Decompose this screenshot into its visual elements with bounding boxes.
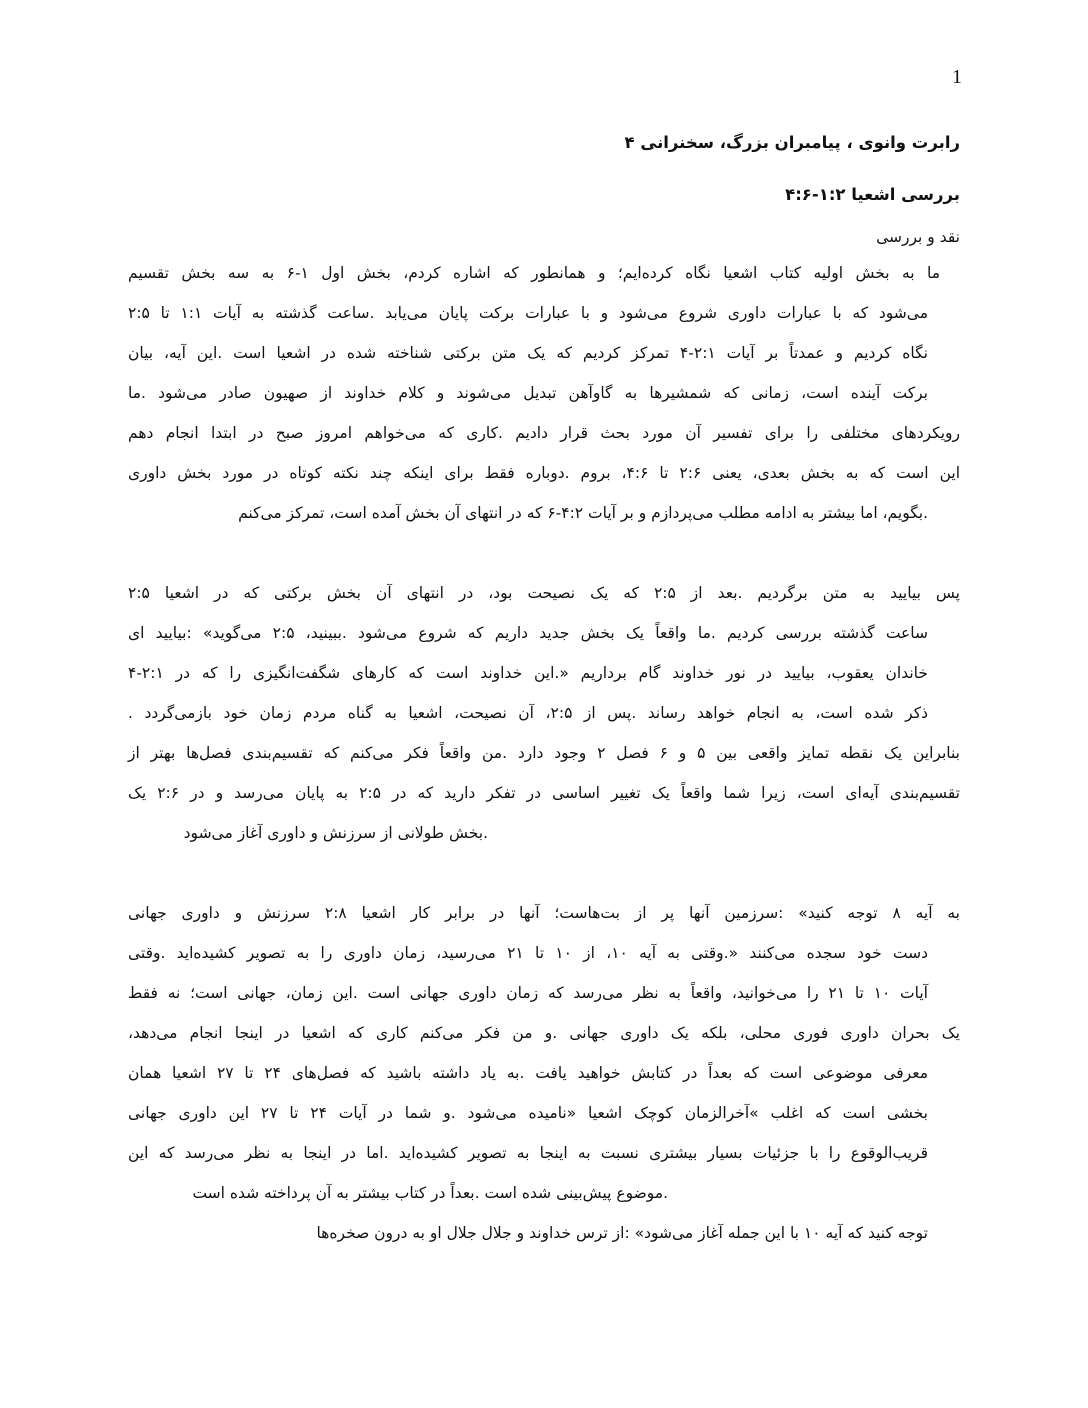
- paragraph-2-line-2: ساعت گذشته بررسی کردیم .ما واقعاً یک بخش جدید داریم که شروع می‌شود .ببینید، ۲:۵ می‌گوید» :بیایید ای: [128, 624, 929, 642]
- section-heading: نقد و بررسی: [876, 228, 960, 246]
- paragraph-3-line-4: یک بحران داوری فوری محلی، بلکه یک داوری جهانی .و من فکر می‌کنم کاری که اشعیا در اینجا انجام می‌دهد،: [128, 1024, 960, 1042]
- paragraph-1-line-6: این است که به بخش بعدی، یعنی ۲:۶ تا ۴:۶، بروم .دوباره فقط برای اینکه چند نکته کوتاه در مورد بخش داوری: [128, 464, 961, 482]
- paragraph-3-line-7: قریب‌الوقوع را با جزئیات بسیار بیشتری نسبت به اینجا به تصویر کشیده‌اید .اما در اینجا به نظر می‌رسد که این: [128, 1144, 928, 1162]
- paragraph-2-line-7: .بخش طولانی از سرزنش و داوری آغاز می‌شود: [183, 824, 488, 842]
- paragraph-1-line-7: .بگویم، اما بیشتر به ادامه مطلب می‌پردازم و بر آیات ۴:۲-۶ که در انتهای آن بخش آمده است، تمرکز می‌کنم: [238, 504, 928, 522]
- paragraph-2-line-1: پس بیایید به متن برگردیم .بعد از ۲:۵ که یک نصیحت بود، در انتهای آن بخش برکتی که در اشعیا ۲:۵: [128, 584, 960, 602]
- paragraph-3-line-3: آیات ۱۰ تا ۲۱ را می‌خوانید، واقعاً به نظر می‌رسد که زمان داوری جهانی است .این زمان، جهانی است؛ نه فقط: [128, 984, 928, 1002]
- paragraph-3-line-2: دست خود سجده می‌کنند «.وقتی به آیه ۱۰، از ۱۰ تا ۲۱ می‌رسید، زمان داوری را به تصویر کشیده‌اید .وقتی: [128, 944, 929, 962]
- page-number: 1: [952, 66, 962, 88]
- paragraph-1-line-4: برکت آینده است، زمانی که شمشیرها به گاوآهن تبدیل می‌شوند و کلام خداوند از صهیون صادر می‌شود .ما: [128, 384, 928, 402]
- paragraph-1-line-3: نگاه کردیم و عمدتاً بر آیات ۲:۱-۴ تمرکز کردیم که یک متن برکتی شناخته شده در اشعیا است .این آیه، بیان: [128, 344, 928, 362]
- paragraph-1-line-5: رویکردهای مختلفی را برای تفسیر آن مورد بحث قرار دادیم .کاری که می‌خواهم امروز صبح در ابتدا انجام دهم: [128, 424, 960, 442]
- paragraph-2-line-6: تقسیم‌بندی آیه‌ای است، زیرا شما واقعاً یک تغییر اساسی در تفکر دارید که در ۲:۵ به پایان می‌رسد و در ۲:۶ یک: [128, 784, 960, 802]
- paragraph-3-line-9: توجه کنید که آیه ۱۰ با این جمله آغاز می‌شود» :از ترس خداوند و جلال جلال او به درون صخره‌ها: [316, 1224, 928, 1242]
- paragraph-1-line-1: ما به بخش اولیه کتاب اشعیا نگاه کرده‌ایم؛ و همانطور که اشاره کردم، بخش اول ۱-۶ به سه بخش تقسیم: [128, 264, 940, 282]
- paragraph-1-line-2: می‌شود که با عبارات داوری شروع می‌شود و با عبارات برکت پایان می‌یابد .ساعت گذشته به آیات ۱:۱ تا ۲:۵: [128, 304, 928, 322]
- paragraph-3-line-8: .موضوع پیش‌بینی شده است .بعداً در کتاب بیشتر به آن پرداخته شده است: [192, 1184, 668, 1202]
- paragraph-3-line-6: بخشی است که اغلب »آخرالزمان کوچک اشعیا «نامیده می‌شود .و شما در آیات ۲۴ تا ۲۷ این داوری جهانی: [128, 1104, 928, 1122]
- paragraph-3-line-1: به آیه ۸ توجه کنید» :سرزمین آنها پر از بت‌هاست؛ آنها در برابر کار اشعیا ۲:۸ سرزنش و داوری جهانی: [128, 904, 960, 922]
- paragraph-3-line-5: معرفی موضوعی است که بعداً در کتابش خواهید یافت .به یاد داشته باشید که فصل‌های ۲۴ تا ۲۷ اشعیا همان: [128, 1064, 929, 1082]
- document-subtitle: بررسی اشعیا ۱:۲-۴:۶: [785, 185, 960, 204]
- paragraph-2-line-3: خاندان یعقوب، بیایید در نور خداوند گام برداریم «.این خداوند است که کارهای شگفت‌انگیزی را که در ۲:۱-۴: [128, 664, 928, 682]
- paragraph-2-line-5: بنابراین یک نقطه تمایز واقعی بین ۵ و ۶ فصل ۲ وجود دارد .من واقعاً فکر می‌کنم که تقسیم‌بندی فصل‌ها بهتر از: [128, 744, 960, 762]
- paragraph-2-line-4: ذکر شده است، به انجام خواهد رساند .پس از ۲:۵، آن نصیحت، اشعیا به گناه مردم زمان خود بازمی‌گردد .: [128, 704, 928, 722]
- document-title: رابرت وانوی ، پیامبران بزرگ، سخنرانی ۴: [624, 133, 960, 152]
